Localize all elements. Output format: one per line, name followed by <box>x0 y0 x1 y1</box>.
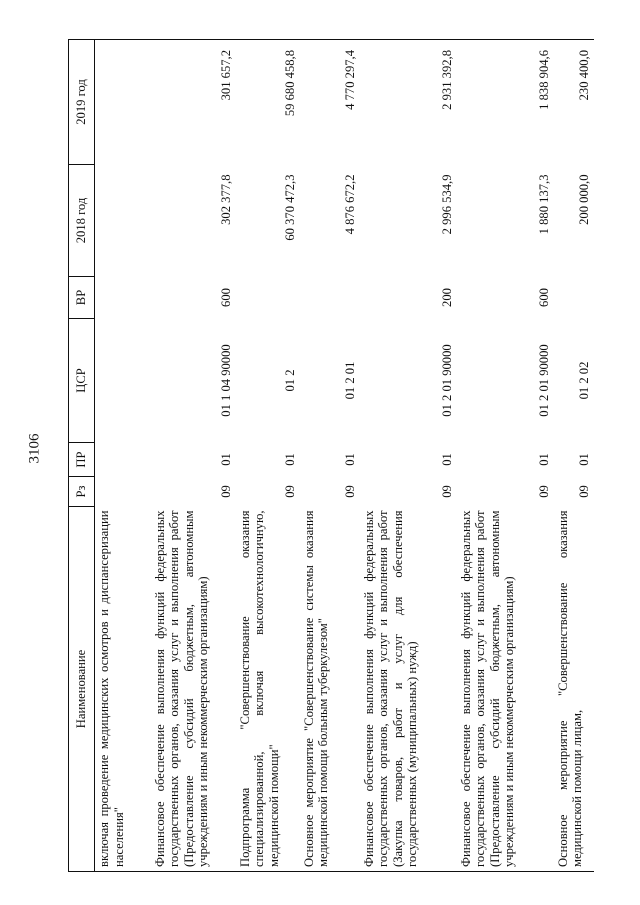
header-2019: 2019 год <box>69 40 95 165</box>
row-vr <box>300 277 360 319</box>
header-rz: Рз <box>69 477 95 507</box>
row-2019: 4 770 297,4 <box>300 40 360 165</box>
budget-table <box>68 39 594 872</box>
row-csr <box>95 319 151 443</box>
table-row <box>95 40 151 872</box>
row-vr: 600 <box>218 288 233 307</box>
row-rz: 09 <box>218 485 233 498</box>
row-2019: 230 400,0 <box>554 40 594 165</box>
row-name: Основное мероприятие "Совершенствование системы оказания медицинской помощи больным туберкулезом" <box>300 507 360 872</box>
row-rz: 09 <box>282 485 297 498</box>
row-csr: 01 2 <box>282 369 297 392</box>
table-header <box>69 40 95 872</box>
row-name: Основное мероприятие "Совершенствование оказания медицинской помощи лицам, <box>554 507 594 872</box>
row-2019: 59 680 458,8 <box>236 40 300 165</box>
header-pr: ПР <box>69 443 95 477</box>
table-row <box>554 40 594 872</box>
row-vr <box>236 277 300 319</box>
table-row <box>360 40 457 872</box>
header-csr: ЦСР <box>69 319 95 443</box>
row-vr <box>554 277 594 319</box>
row-csr: 01 2 02 <box>576 361 591 400</box>
row-csr: 01 2 01 90000 <box>536 344 551 417</box>
table-row <box>151 40 236 872</box>
header-name: Наименование <box>69 507 95 872</box>
row-pr: 01 <box>282 453 297 466</box>
row-csr: 01 2 01 <box>342 361 357 400</box>
row-2019 <box>95 40 151 165</box>
row-pr: 01 <box>576 453 591 466</box>
row-pr <box>95 443 151 477</box>
row-2019: 2 931 392,8 <box>360 40 457 165</box>
row-name: включая проведение медицинских осмотров и диспансеризации населения" <box>95 507 151 872</box>
row-rz: 09 <box>439 485 454 498</box>
row-2018: 60 370 472,3 <box>282 174 297 241</box>
row-pr: 01 <box>342 453 357 466</box>
row-vr: 600 <box>536 288 551 307</box>
row-rz: 09 <box>576 485 591 498</box>
row-2018: 1 880 137,3 <box>536 174 551 235</box>
row-csr: 01 1 04 90000 <box>218 344 233 417</box>
row-name: Подпрограмма "Совершенствование оказания специализированной, включая высокотехнологичную, медицинской помощи" <box>236 507 300 872</box>
row-2018: 302 377,8 <box>218 174 233 225</box>
row-2018: 4 876 672,2 <box>342 174 357 235</box>
table-row <box>457 40 554 872</box>
row-vr <box>95 277 151 319</box>
row-vr: 200 <box>439 288 454 307</box>
row-pr: 01 <box>218 453 233 466</box>
row-pr: 01 <box>439 453 454 466</box>
page-number: 3106 <box>26 433 43 464</box>
table-row <box>300 40 360 872</box>
row-name: Финансовое обеспечение выполнения функций федеральных государственных органов, оказания услуг и выполнения работ (Предоставление субсидий бюджетным, автономным учреждениям и иным некоммерческим организациям) <box>151 507 236 872</box>
row-pr: 01 <box>536 453 551 466</box>
row-rz: 09 <box>536 485 551 498</box>
budget-table-rotated <box>68 40 600 872</box>
row-name: Финансовое обеспечение выполнения функций федеральных государственных органов, оказания услуг и выполнения работ (Предоставление субсидий бюджетным, автономным учреждениям и иным некоммерческим организациям) <box>457 507 554 872</box>
header-vr: ВР <box>69 277 95 319</box>
row-2019: 1 838 904,6 <box>457 40 554 165</box>
header-2018: 2018 год <box>69 165 95 277</box>
row-csr: 01 2 01 90000 <box>439 344 454 417</box>
row-2018 <box>95 165 151 277</box>
row-name: Финансовое обеспечение выполнения функций федеральных государственных органов, оказания услуг и выполнения работ (Закупка товаров, работ и услуг для обеспечения государственных (муниципальных) нужд) <box>360 507 457 872</box>
table-row <box>236 40 300 872</box>
row-rz: 09 <box>342 485 357 498</box>
row-rz <box>95 477 151 507</box>
row-2018: 200 000,0 <box>576 174 591 225</box>
row-2019: 301 657,2 <box>151 40 236 165</box>
row-2018: 2 996 534,9 <box>439 174 454 235</box>
